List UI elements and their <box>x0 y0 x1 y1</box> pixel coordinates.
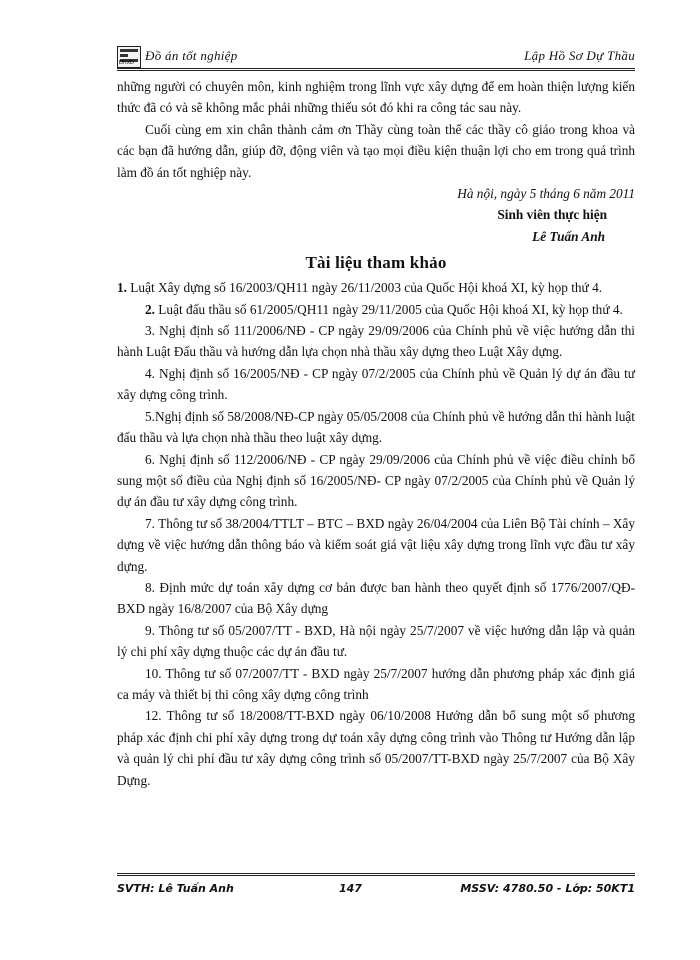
signature-name: Lê Tuấn Anh <box>532 228 605 244</box>
reference-item: 10. Thông tư số 07/2007/TT - BXD ngày 25/7/2007 hướng dẫn phương pháp xác định giá ca máy và thiết bị thi công xây dựng công trình <box>117 665 635 702</box>
header-right-title: Lập Hồ Sơ Dự Thầu <box>524 48 635 63</box>
references-list <box>117 277 635 791</box>
reference-item: 3. Nghị định số 111/2006/NĐ - CP ngày 29/09/2006 của Chính phủ về việc hướng dẫn thi hành Luật Đấu thầu và hướng dẫn lựa chọn nhà thầu xây dựng theo Luật Xây dựng. <box>117 323 635 360</box>
reference-item: 1. Luật Xây dựng số 16/2003/QH11 ngày 26/11/2003 của Quốc Hội khoá XI, kỳ họp thứ 4. <box>117 280 603 296</box>
signature-date: Hà nội, ngày 5 tháng 6 năm 2011 <box>457 186 635 202</box>
reference-item: 5.Nghị định số 58/2008/NĐ-CP ngày 05/05/2008 của Chính phủ về hướng dẫn thi hành luật đấu thầu và lựa chọn nhà thầu theo luật xây dựng. <box>117 408 635 446</box>
footer-student-id: MSSV: 4780.50 - Lớp: 50KT1 <box>460 882 635 895</box>
footer-rule <box>117 873 635 876</box>
page-header <box>117 46 635 70</box>
page-content <box>117 76 635 791</box>
university-logo <box>117 46 141 68</box>
reference-item: 6. Nghị định số 112/2006/NĐ - CP ngày 29/09/2006 của Chính phủ về việc điều chỉnh bổ sung một số điều của Nghị định số 16/2005/NĐ- CP ngày 07/2/2005 của Chính phủ về Quản lý dự án đầu tư xây dựng công trình. <box>117 451 635 510</box>
references-title: Tài liệu tham khảo <box>305 253 447 273</box>
reference-item: 8. Định mức dự toán xây dựng cơ bản được ban hành theo quyết định số 1776/2007/QĐ-BXD ngày 16/8/2007 của Bộ Xây dựng <box>117 579 635 617</box>
reference-item: 4. Nghị định số 16/2005/NĐ - CP ngày 07/2/2005 của Chính phủ về Quản lý dự án đầu tư xây dựng công trình. <box>117 365 635 403</box>
reference-item: 9. Thông tư số 05/2007/TT - BXD, Hà nội ngày 25/7/2007 về việc hướng dẫn lập và quản lý chi phí xây dựng thuộc các dự án đầu tư. <box>117 622 635 660</box>
signature-role: Sinh viên thực hiện <box>497 207 607 223</box>
header-left-title: Đồ án tốt nghiệp <box>145 48 238 63</box>
reference-item: 7. Thông tư số 38/2004/TTLT – BTC – BXD ngày 26/04/2004 của Liên Bộ Tài chính – Xây dựng về việc hướng dẫn thông báo và kiểm soát giá vật liệu xây dựng trong lĩnh vực đầu tư xây dựng. <box>117 515 635 574</box>
paragraph-thanks: Cuối cùng em xin chân thành cảm ơn Thầy cùng toàn thể các thầy cô giáo trong khoa và các bạn đã hướng dẫn, giúp đỡ, động viên và tạo mọi điều kiện thuận lợi cho em trong quá trình làm đồ án tốt nghiệp này. <box>117 121 635 180</box>
footer-page-number: 147 <box>339 882 362 895</box>
footer-student-name: SVTH: Lê Tuấn Anh <box>117 882 234 895</box>
reference-item: 2. Luật đấu thầu số 61/2005/QH11 ngày 29/11/2005 của Quốc Hội khoá XI, kỳ họp thứ 4. <box>145 301 623 317</box>
paragraph-continuation: những người có chuyên môn, kinh nghiệm trong lĩnh vực xây dựng để em hoàn thiện lượng kiến thức đã có và sẽ không mắc phải những thiếu sót đó khi ra công tác sau này. <box>117 79 635 116</box>
logo-text: ĐHXD <box>119 60 134 66</box>
page-footer <box>117 880 635 902</box>
header-rule <box>117 68 635 71</box>
reference-item: 12. Thông tư số 18/2008/TT-BXD ngày 06/10/2008 Hướng dẫn bổ sung một số phương pháp xác định chi phí xây dựng trong dự toán xây dựng công trình vào Thông tư Hướng dẫn lập và quản lý chi phí đầu tư xây dựng công trình số 05/2007/TT-BXD ngày 25/7/2007 của Bộ Xây Dựng. <box>117 708 635 788</box>
